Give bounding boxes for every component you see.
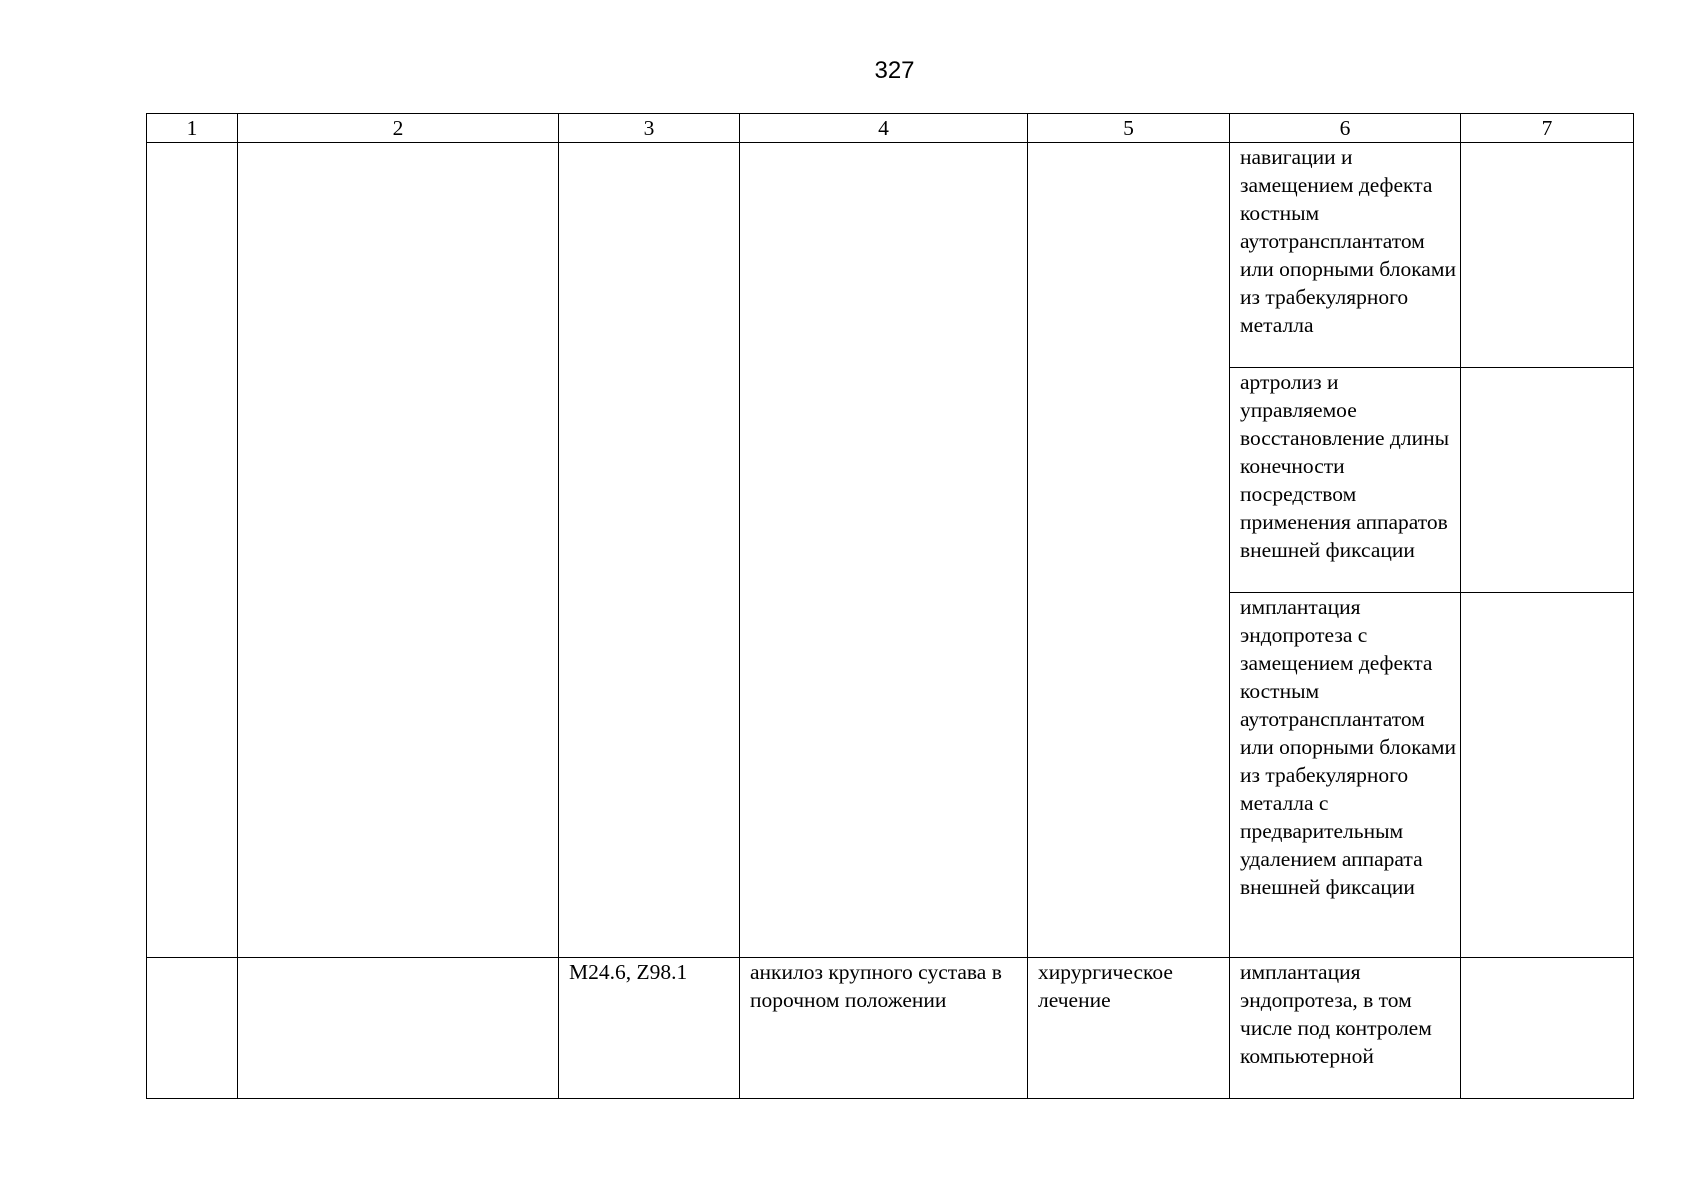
treatment-method-text: имплантация эндопротеза, в том числе под контролем компьютерной xyxy=(1240,960,1432,1068)
treatment-method-text: артролиз и управляемое восстановление длины конечности посредством применения аппаратов внешней фиксации xyxy=(1240,370,1450,562)
cell-col7 xyxy=(1461,368,1634,593)
cell-col3-merged xyxy=(559,143,740,958)
column-header-3: 3 xyxy=(559,114,740,143)
patient-model-text: анкилоз крупного сустава в порочном положении xyxy=(750,960,1002,1012)
column-header-4: 4 xyxy=(740,114,1028,143)
treatment-method-text: имплантация эндопротеза с замещением дефекта костным аутотрансплантатом или опорными блоками из трабекулярного металла с предварительным удалением аппарата внешней фиксации xyxy=(1240,595,1456,899)
table-row xyxy=(147,958,1634,1099)
cell-treatment-method xyxy=(1230,143,1461,368)
cell-col5-merged xyxy=(1028,143,1230,958)
cell-col7 xyxy=(1461,593,1634,958)
column-header-5: 5 xyxy=(1028,114,1230,143)
header-row xyxy=(147,114,1634,143)
treatment-type-text: хирургическое лечение xyxy=(1038,960,1173,1012)
cell-col1-merged xyxy=(147,143,238,958)
cell-diagnosis-code xyxy=(559,958,740,1099)
cell-treatment-type xyxy=(1028,958,1230,1099)
cell-col2-merged xyxy=(238,143,559,958)
medical-procedures-table xyxy=(146,113,1634,1099)
cell-patient-model xyxy=(740,958,1028,1099)
cell-col2 xyxy=(238,958,559,1099)
column-header-2: 2 xyxy=(238,114,559,143)
cell-col7 xyxy=(1461,143,1634,368)
cell-treatment-method xyxy=(1230,368,1461,593)
table-row xyxy=(147,143,1634,368)
cell-col1 xyxy=(147,958,238,1099)
column-header-1: 1 xyxy=(147,114,238,143)
cell-treatment-method xyxy=(1230,958,1461,1099)
page-number: 327 xyxy=(874,57,915,84)
cell-treatment-method xyxy=(1230,593,1461,958)
diagnosis-code-text: M24.6, Z98.1 xyxy=(569,960,688,984)
treatment-method-text: навигации и замещением дефекта костным аутотрансплантатом или опорными блоками из трабекулярного металла xyxy=(1240,145,1456,337)
column-header-6: 6 xyxy=(1230,114,1461,143)
cell-col4-merged xyxy=(740,143,1028,958)
cell-col7 xyxy=(1461,958,1634,1099)
column-header-7: 7 xyxy=(1461,114,1634,143)
